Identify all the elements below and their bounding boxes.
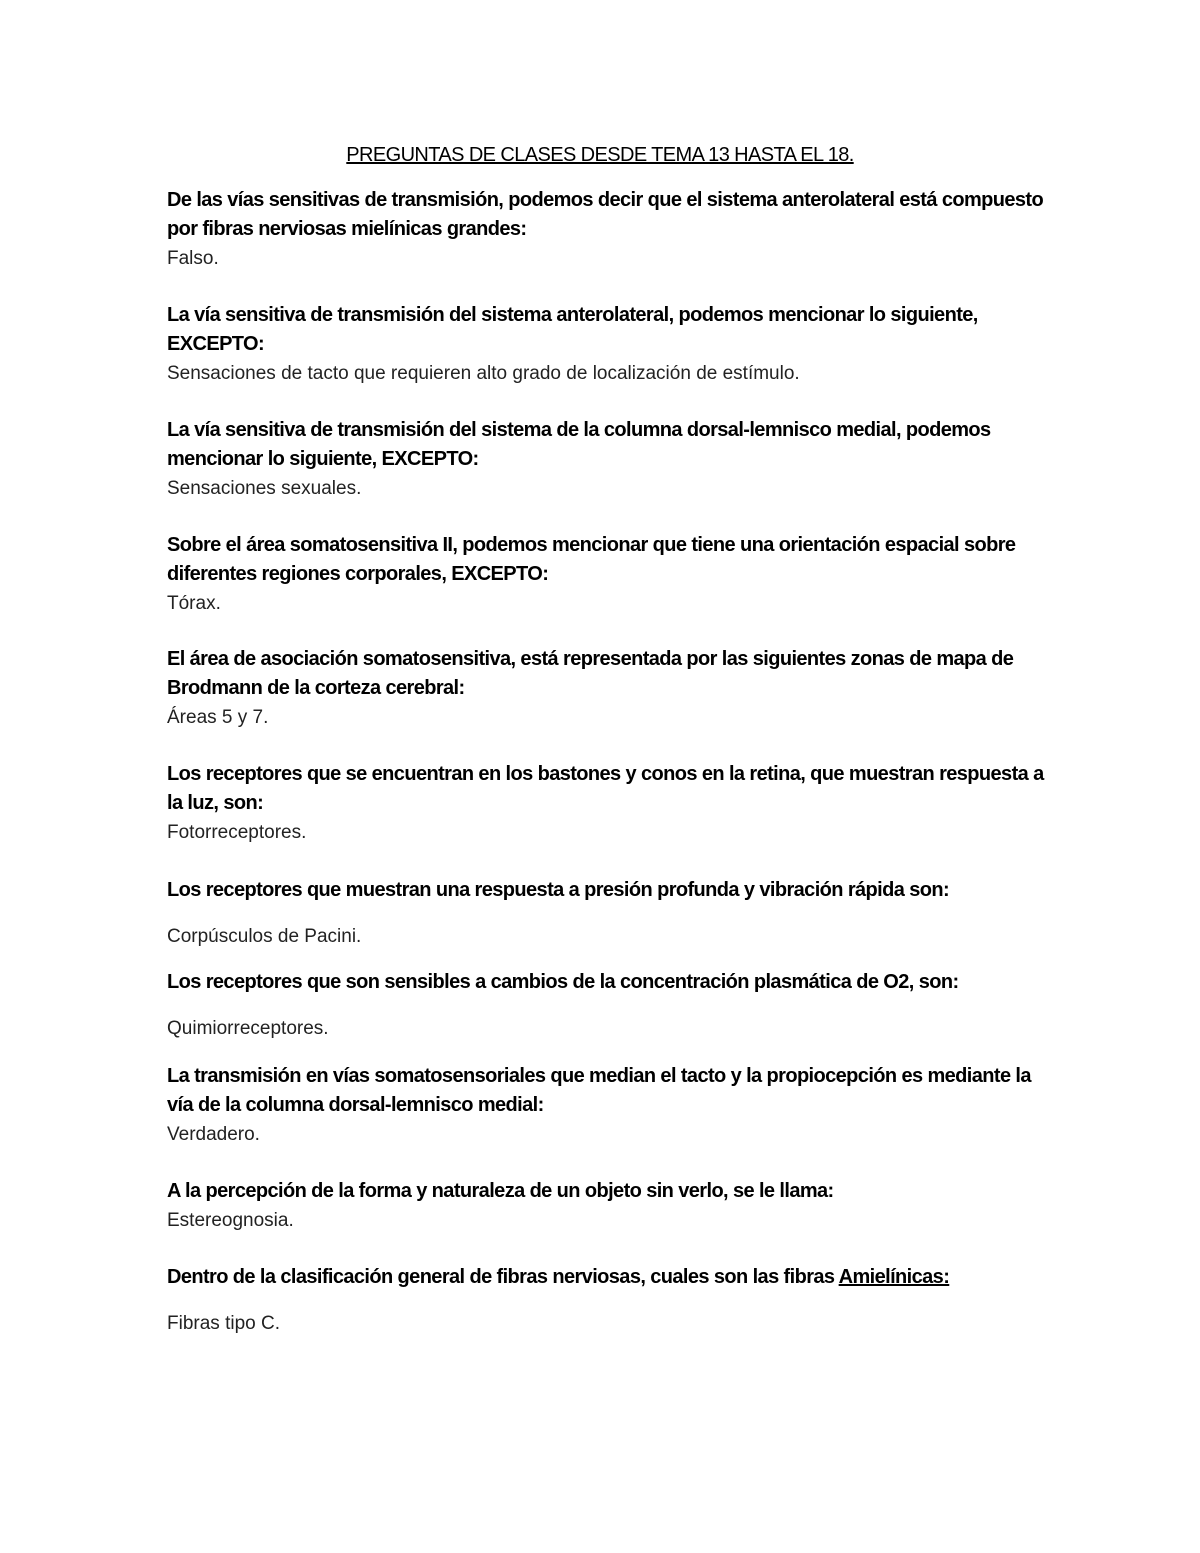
- question-text: A la percepción de la forma y naturaleza de un objeto sin verlo, se le llama:: [167, 1180, 834, 1202]
- question-text: [167, 1263, 1047, 1292]
- qa-item-1: [167, 186, 1047, 273]
- question-text: Los receptores que muestran una respuesta a presión profunda y vibración rápida son:: [167, 879, 950, 901]
- answer-text: Corpúsculos de Pacini.: [167, 926, 362, 947]
- qa-item-3: [167, 416, 1047, 503]
- question-text: De las vías sensitivas de transmisión, podemos decir que el sistema anterolateral está compuesto por fibras nerviosas mielínicas grandes:: [167, 189, 1044, 240]
- qa-item-2: [167, 301, 1047, 388]
- answer-text: Estereognosia.: [167, 1210, 294, 1231]
- question-text: La transmisión en vías somatosensoriales que median el tacto y la propiocepción es mediante la vía de la columna dorsal-lemnisco medial:: [167, 1065, 1031, 1116]
- question-text: La vía sensitiva de transmisión del sistema de la columna dorsal-lemnisco medial, podemos mencionar lo siguiente, EXCEPTO:: [167, 419, 991, 470]
- answer-text: Áreas 5 y 7.: [167, 707, 269, 728]
- page-title: PREGUNTAS DE CLASES DESDE TEMA 13 HASTA EL 18.: [346, 144, 854, 166]
- qa-item-7: [167, 876, 1047, 951]
- answer-text: Quimiorreceptores.: [167, 1018, 329, 1039]
- answer-text: Verdadero.: [167, 1124, 260, 1145]
- question-prefix: Dentro de la clasificación general de fibras nerviosas, cuales son las fibras: [167, 1266, 839, 1288]
- question-text: La vía sensitiva de transmisión del sistema anterolateral, podemos mencionar lo siguiente, EXCEPTO:: [167, 304, 978, 355]
- question-text: Los receptores que son sensibles a cambios de la concentración plasmática de O2, son:: [167, 971, 959, 993]
- qa-item-10: [167, 1177, 1047, 1235]
- answer-text: Fotorreceptores.: [167, 822, 307, 843]
- answer-text: Sensaciones sexuales.: [167, 478, 362, 499]
- answer-text: Falso.: [167, 248, 219, 269]
- answer-text: Tórax.: [167, 593, 221, 614]
- question-text: El área de asociación somatosensitiva, está representada por las siguientes zonas de mapa de Brodmann de la corteza cerebral:: [167, 648, 1014, 699]
- question-text: Los receptores que se encuentran en los bastones y conos en la retina, que muestran respuesta a la luz, son:: [167, 763, 1044, 814]
- qa-item-8: [167, 968, 1047, 1043]
- qa-item-9: [167, 1062, 1047, 1149]
- underlined-term: Amielínicas:: [838, 1266, 950, 1288]
- qa-item-5: [167, 645, 1047, 732]
- answer-text: Sensaciones de tacto que requieren alto grado de localización de estímulo.: [167, 363, 800, 384]
- qa-item-6: [167, 760, 1047, 847]
- question-text: Sobre el área somatosensitiva II, podemos mencionar que tiene una orientación espacial sobre diferentes regiones corporales, EXCEPTO:: [167, 534, 1016, 585]
- qa-item-11: [167, 1263, 1047, 1338]
- qa-item-4: [167, 531, 1047, 618]
- answer-text: Fibras tipo C.: [167, 1313, 280, 1334]
